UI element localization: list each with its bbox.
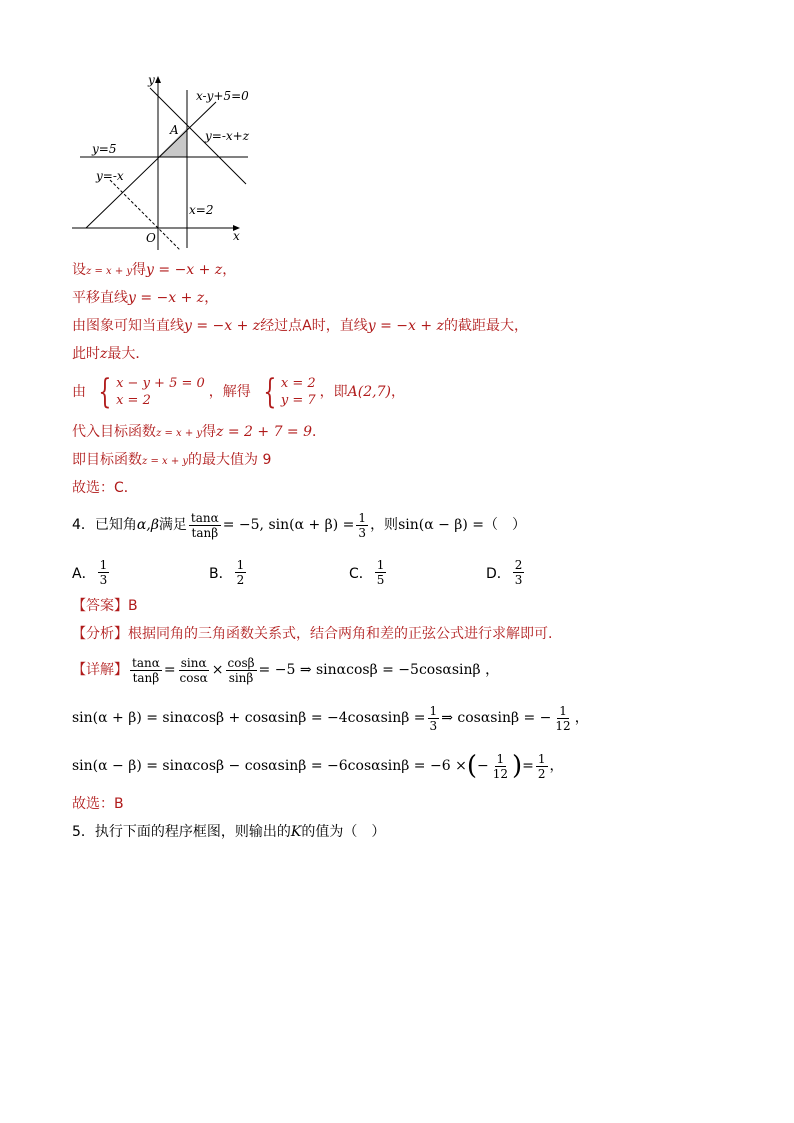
row: x = 2 [280, 376, 316, 391]
numerator: tanα [190, 510, 219, 525]
fraction [428, 704, 440, 733]
math: = −5, sin(α + β) = [222, 517, 355, 533]
sol3-line-5 [72, 372, 405, 412]
sol3-line-4 [72, 344, 149, 364]
math: = [163, 662, 176, 678]
q5-stem [72, 822, 385, 842]
text: 5．执行下面的程序框图，则输出的 [72, 824, 291, 840]
numerator: 1 [429, 703, 438, 718]
fraction [356, 511, 368, 540]
text: ， [204, 290, 219, 306]
text: ，即 [319, 384, 348, 400]
denominator: 3 [514, 573, 523, 587]
text: 代入目标函数 [72, 424, 156, 440]
text: 的最大值为 9 [188, 452, 272, 468]
option-label: B． [209, 565, 233, 582]
math: z = x + y [86, 266, 133, 277]
numerator: sinα [180, 655, 207, 670]
option-label: C． [349, 565, 373, 582]
math: ， [549, 758, 564, 774]
final-answer: 故选：B [72, 796, 124, 812]
detail-tag: 【详解】 [72, 662, 128, 678]
numerator: 1 [376, 558, 385, 572]
math: sin(α − β) = [398, 517, 485, 533]
math: y = −x + z [146, 262, 223, 278]
q4-analysis [72, 624, 552, 644]
text: ，解得 [208, 384, 251, 400]
math: z [100, 346, 108, 362]
text: 设 [72, 262, 86, 278]
fraction [375, 558, 387, 587]
equation-system [94, 372, 205, 412]
brace: { [263, 372, 277, 412]
fraction [98, 558, 110, 587]
math: = −5 ⇒ sinαcosβ = −5cosαsinβ ， [258, 662, 500, 678]
q4-final [72, 794, 124, 814]
fraction [178, 656, 210, 685]
label-line-y-neg-x-z: y=-x+z [205, 129, 250, 143]
analysis-tag: 【分析】 [72, 626, 128, 642]
numerator: 1 [559, 703, 567, 718]
row: x = 2 [116, 393, 151, 408]
text: ． [312, 424, 327, 440]
math: sin(α + β) = sinαcosβ + cosαsinβ = −4cosαsinβ = [72, 710, 426, 726]
denominator: 3 [429, 718, 438, 733]
paren-right: ) [511, 751, 523, 781]
math: z = x + y [156, 428, 203, 439]
label-origin: O [146, 231, 156, 245]
option-label: D． [486, 565, 511, 582]
text: 故选：C． [72, 480, 138, 496]
numerator: 1 [236, 558, 245, 572]
solution-system [259, 372, 316, 412]
sol3-line-7 [72, 450, 271, 472]
math: y = −x + z [128, 290, 205, 306]
math: y = −x + z [367, 318, 444, 334]
text: ， [222, 262, 237, 278]
text: 满足 [158, 517, 187, 533]
row: y = 7 [280, 393, 316, 408]
row: x − y + 5 = 0 [116, 376, 205, 391]
denominator: sinβ [228, 670, 254, 685]
q4-stem [72, 508, 526, 542]
system-rows [281, 375, 316, 409]
denominator: 12 [555, 718, 571, 733]
fraction [130, 656, 162, 685]
denominator: cosα [179, 670, 208, 685]
text: 的截距最大， [443, 318, 528, 334]
denominator: 2 [236, 573, 245, 587]
q4-detail-line-2 [72, 700, 589, 736]
fraction [235, 558, 247, 587]
fraction [553, 704, 572, 733]
text: 4．已知角 [72, 517, 137, 533]
label-point-a: A [170, 123, 179, 137]
numerator: tanα [132, 655, 160, 670]
q4-detail-line-1 [72, 652, 499, 688]
fraction [491, 752, 510, 781]
feasible-region-figure [70, 72, 260, 252]
math: sin(α − β) = sinαcosβ − cosαsinβ = −6cosαsinβ = −6 × [72, 758, 467, 774]
text: 经过点A时，直线 [260, 318, 368, 334]
text: ，则 [370, 517, 399, 533]
label-line-x-y-5: x-y+5=0 [196, 89, 249, 103]
sol3-line-2 [72, 288, 218, 308]
denominator: tanβ [132, 670, 160, 685]
math: z = x + y [142, 456, 189, 467]
sol3-line-8 [72, 478, 138, 498]
q4-answer [72, 596, 138, 616]
q4-detail-line-3 [72, 748, 564, 784]
sol3-line-1 [72, 260, 236, 282]
math: y = −x + z [184, 318, 261, 334]
label-line-x2: x=2 [189, 203, 214, 217]
math: = [522, 758, 534, 774]
numerator: 1 [496, 751, 505, 766]
numerator: 2 [514, 558, 523, 572]
fraction [226, 656, 257, 685]
answer-value: B [128, 598, 138, 614]
brace: { [98, 372, 112, 412]
math: K [290, 824, 302, 840]
fraction [189, 511, 221, 540]
math: A(2,7) [347, 384, 391, 400]
label-x-axis: x [233, 229, 240, 243]
numerator: cosβ [227, 655, 255, 670]
text: 的值为（ ） [301, 824, 386, 840]
text: ， [390, 384, 405, 400]
text: 平移直线 [72, 290, 128, 306]
label-y-axis: y [148, 73, 155, 87]
denominator: 3 [99, 573, 108, 587]
text: 得 [202, 424, 217, 440]
math: ， [574, 710, 589, 726]
text: 即目标函数 [72, 452, 142, 468]
numerator: 1 [537, 751, 546, 766]
text: 最大． [107, 346, 150, 362]
text: 此时 [72, 346, 100, 362]
text: 由图象可知当直线 [72, 318, 184, 334]
paren-left: ( [466, 751, 477, 781]
sol3-line-6 [72, 422, 326, 444]
option-b[interactable] [209, 558, 248, 587]
math: ⇒ cosαsinβ = − [441, 710, 552, 726]
math: z = 2 + 7 = 9 [216, 424, 313, 440]
option-label: A． [72, 565, 96, 582]
text: 由 [72, 384, 86, 400]
line-y-neg-x-dashed [110, 180, 180, 250]
system-rows [116, 375, 205, 409]
numerator: 1 [358, 510, 367, 525]
fraction [536, 752, 548, 781]
denominator: 5 [376, 573, 385, 587]
text: 得 [132, 262, 147, 278]
math: α,β [136, 517, 159, 533]
label-line-y5: y=5 [92, 142, 117, 156]
answer-tag: 【答案】 [72, 598, 128, 614]
option-d[interactable] [486, 558, 526, 587]
denominator: 12 [492, 766, 508, 781]
numerator: 1 [99, 558, 108, 572]
y-axis-arrow [155, 76, 161, 83]
option-c[interactable] [349, 558, 388, 587]
denominator: 3 [358, 525, 367, 540]
analysis-text: 根据同角的三角函数关系式，结合两角和差的正弦公式进行求解即可. [128, 626, 553, 642]
label-line-y-neg-x: y=-x [96, 169, 124, 183]
math: − [476, 758, 489, 774]
denominator: 2 [537, 766, 546, 781]
math: × [211, 662, 224, 678]
denominator: tanβ [191, 525, 219, 540]
option-a[interactable] [72, 558, 111, 587]
fraction [513, 558, 525, 587]
sol3-line-3 [72, 316, 528, 336]
text: （ ） [484, 517, 527, 533]
